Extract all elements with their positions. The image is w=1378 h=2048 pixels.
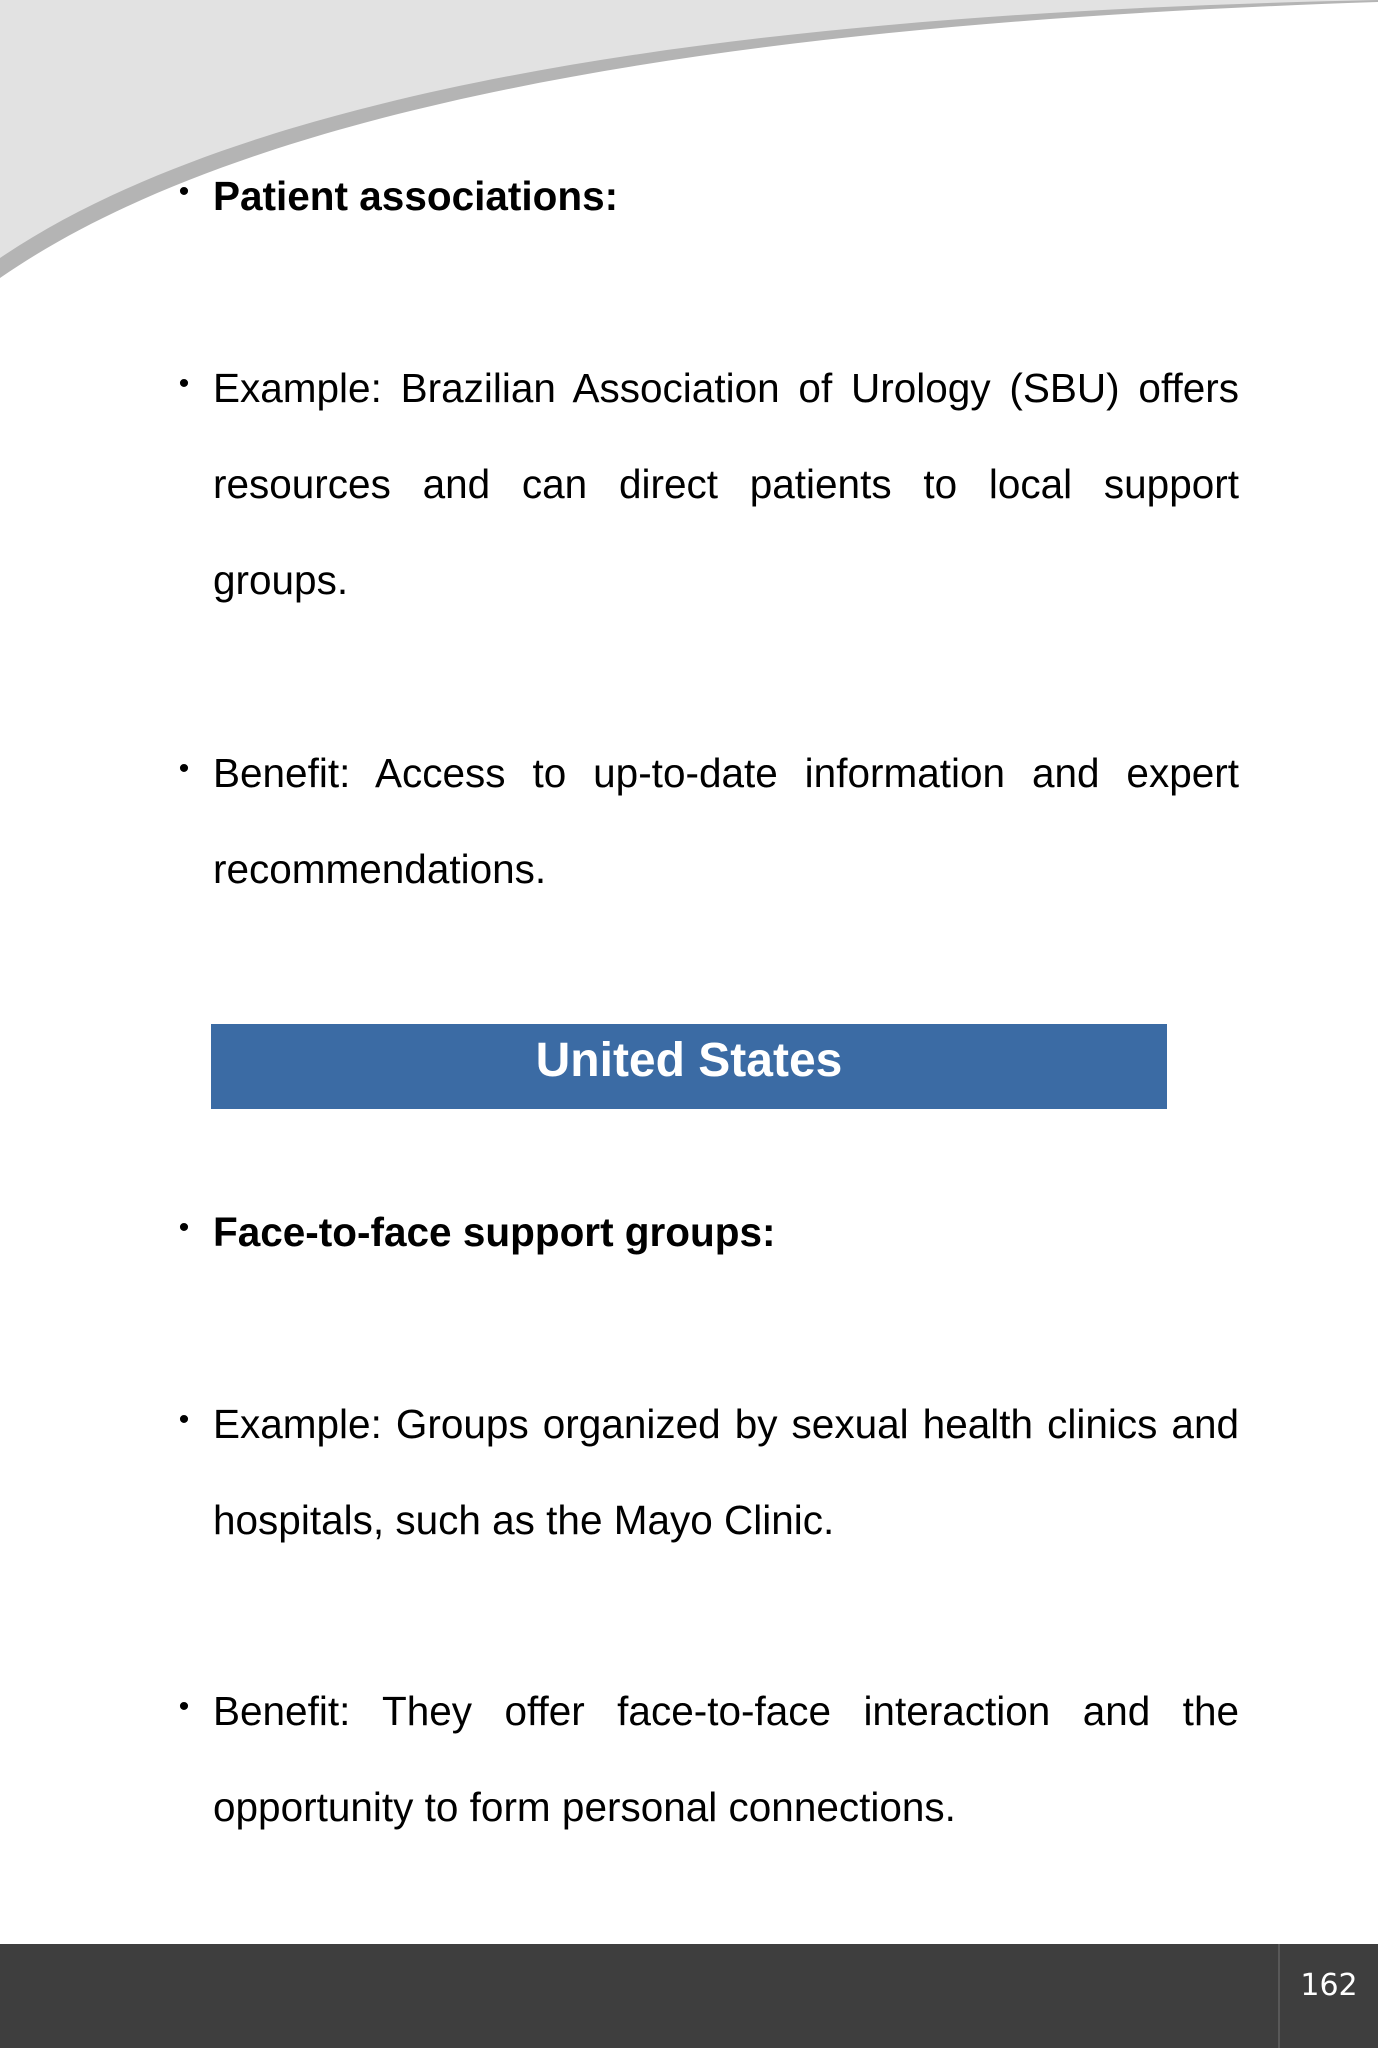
bullet-2: • xyxy=(178,367,190,400)
bullet-6: • xyxy=(178,1690,190,1723)
item-mayo-example: Example: Groups organized by sexual health clinics and hospitals, such as the Mayo Clinic. xyxy=(213,1401,1239,1543)
bullet-3: • xyxy=(178,752,190,785)
bullet-5: • xyxy=(178,1403,190,1436)
item-face-to-face-benefit: Benefit: They offer face-to-face interaction and the opportunity to form personal connections. xyxy=(213,1688,1239,1830)
footer-bar xyxy=(0,1944,1378,2048)
page-number: 162 xyxy=(1300,1968,1358,2003)
item-face-to-face-groups: Face-to-face support groups: xyxy=(213,1209,776,1255)
item-sbu-example: Example: Brazilian Association of Urology (SBU) offers resources and can direct patients to local support groups. xyxy=(213,365,1239,603)
bullet-1: • xyxy=(178,175,190,208)
item-sbu-benefit: Benefit: Access to up-to-date information and expert recommendations. xyxy=(213,750,1239,892)
bullet-4: • xyxy=(178,1211,190,1244)
item-patient-associations: Patient associations: xyxy=(213,173,619,219)
section-heading-united-states: United States xyxy=(211,1024,1167,1109)
